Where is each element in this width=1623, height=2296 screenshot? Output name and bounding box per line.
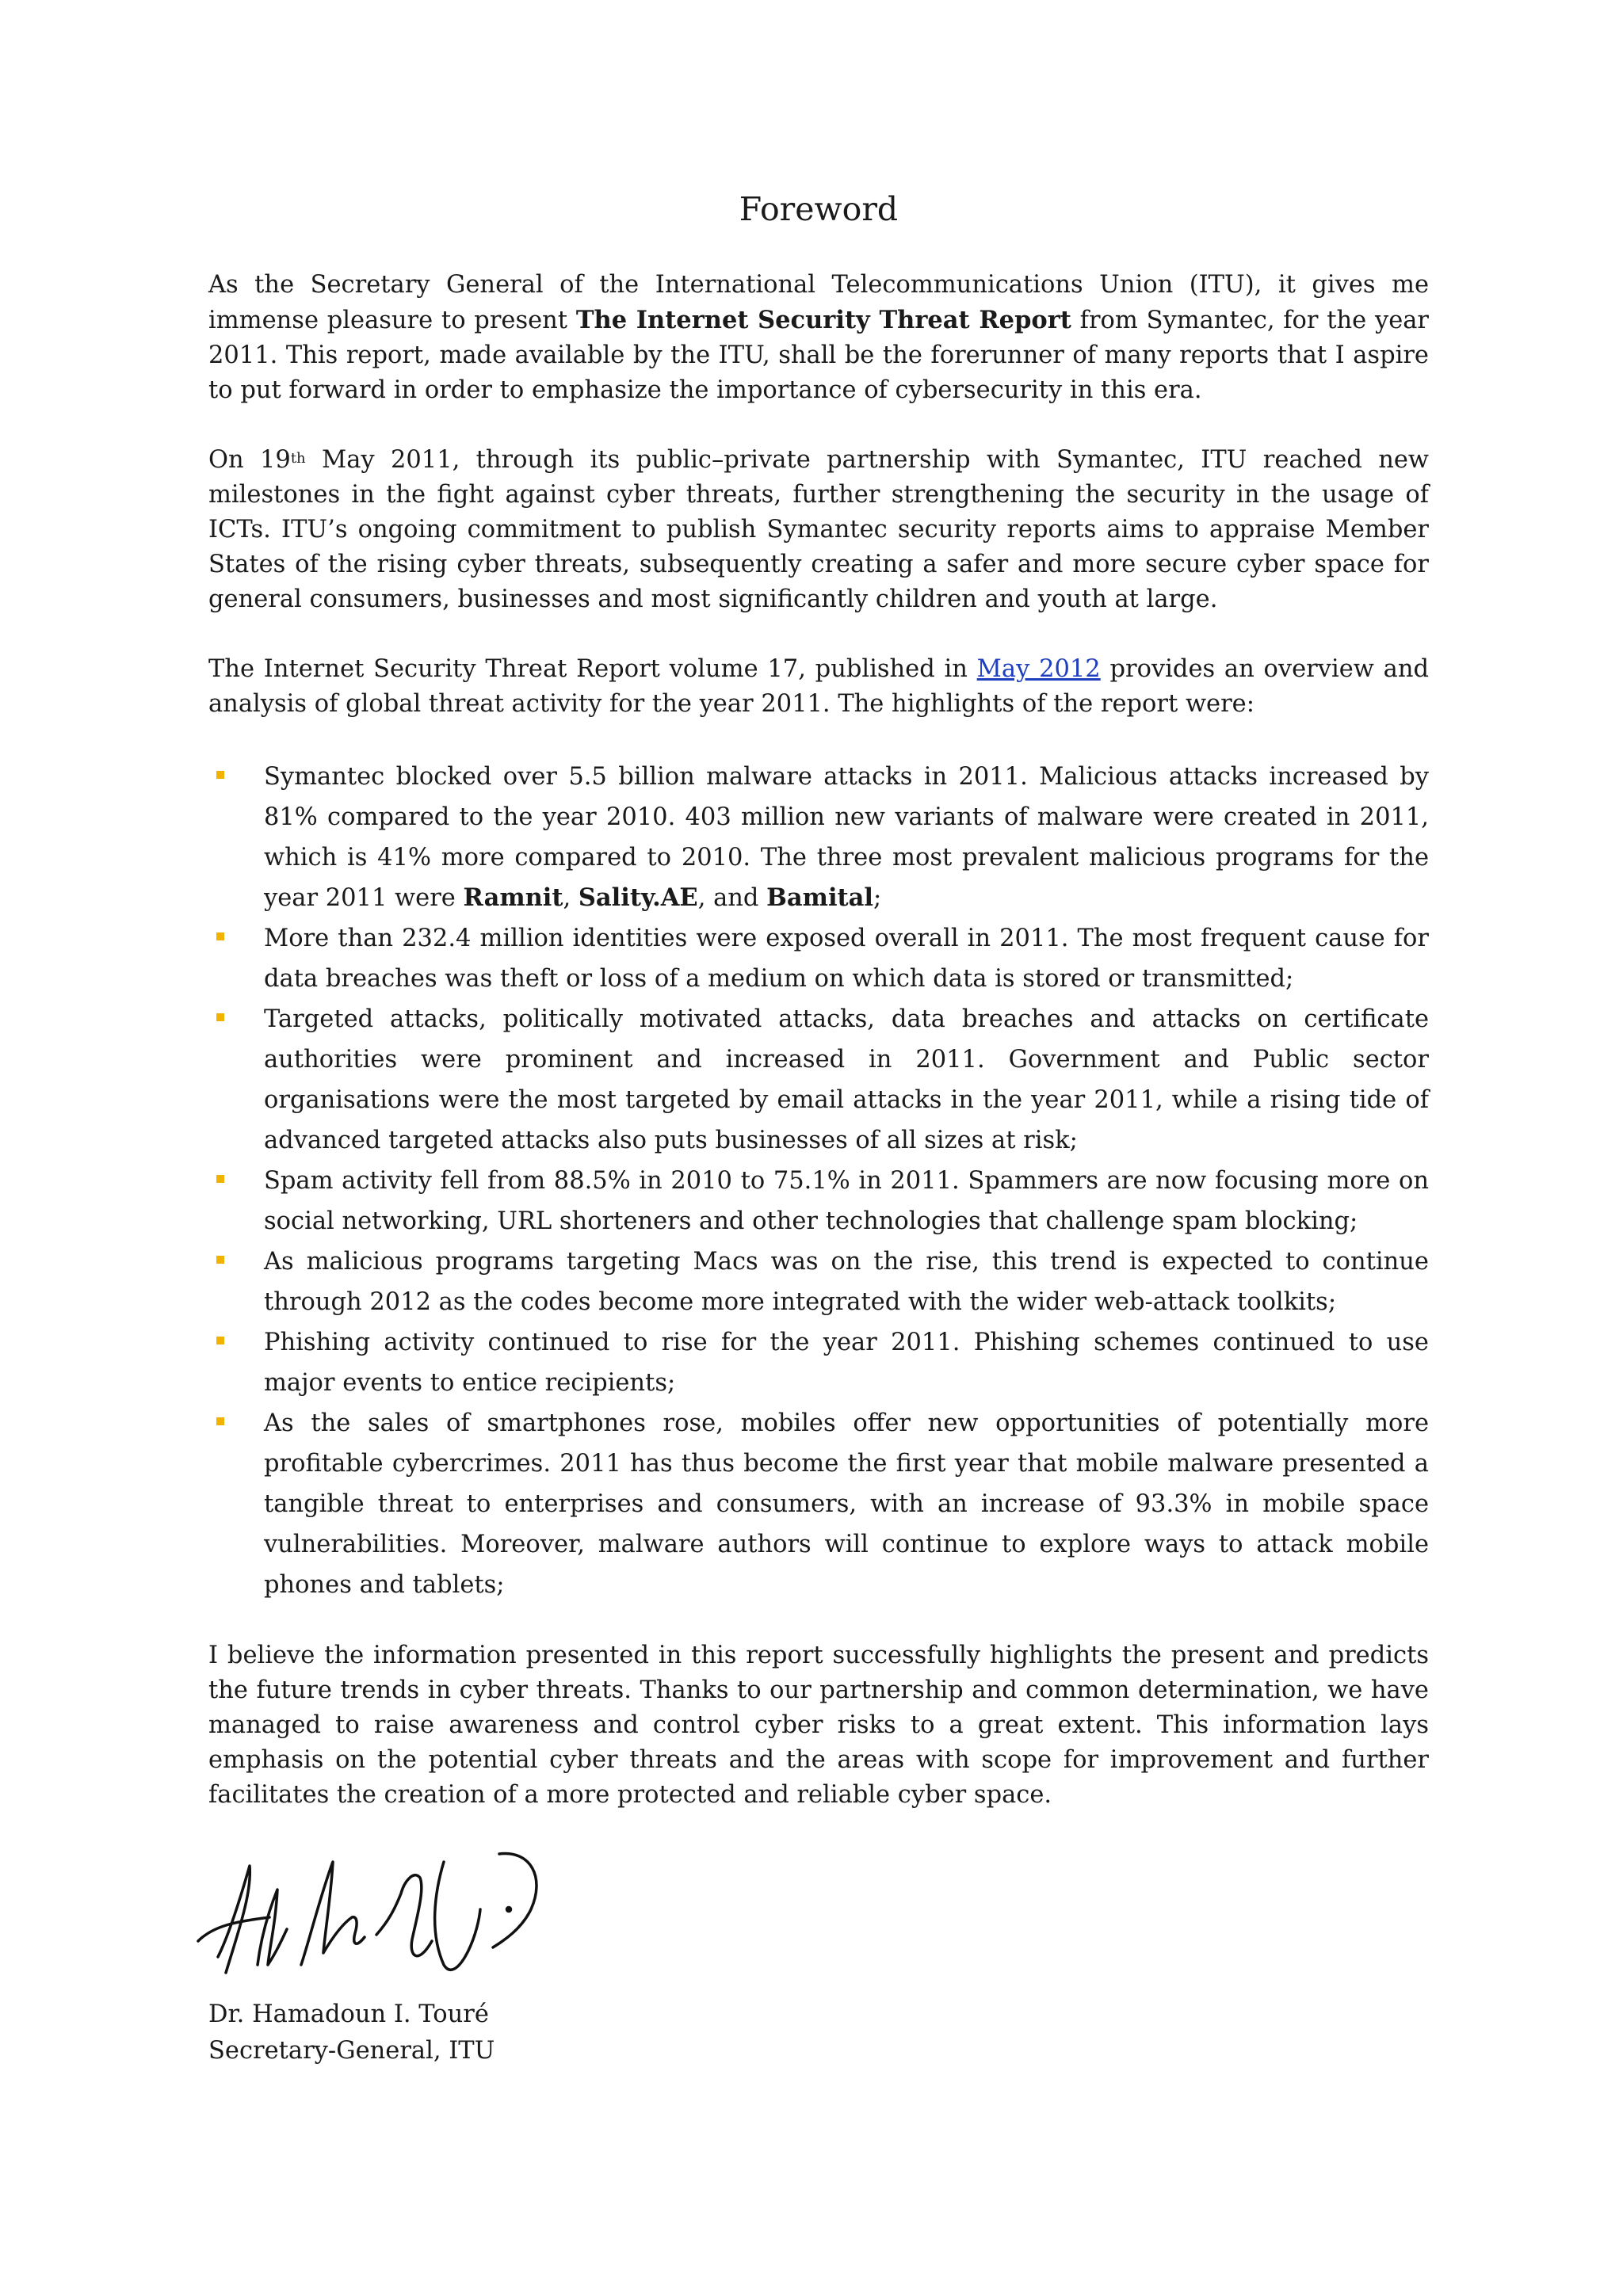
partnership-text-start: On 19 <box>208 446 291 474</box>
malware-name-sality: Sality.AE <box>578 883 698 912</box>
bullet-square-icon <box>216 1256 224 1264</box>
list-item: More than 232.4 million identities were exposed overall in 2011. The most frequent cause for data breaches was theft or loss of a medium on which data is stored or transmitted; <box>208 918 1429 999</box>
bullet-square-icon <box>216 1013 224 1021</box>
intro-text-start: As the Secretary General of the International Telecommunications Union (ITU), it gives me immense pleasure to present <box>208 271 1429 334</box>
overview-text-end: provides an overview and analysis of global threat activity for the year 2011. The highlights of the report were: <box>208 655 1429 718</box>
intro-text-end: from Symantec, for the year 2011. This report, made available by the ITU, shall be the forerunner of many reports that I aspire to put forward in order to emphasize the importance of cybersecurity in this era. <box>208 307 1430 404</box>
report-date-link[interactable]: May 2012 <box>976 655 1101 683</box>
partnership-text-end: May 2011, through its public–private partnership with Symantec, ITU reached new milestones in the fight against cyber threats, further strengthening the security in the usage of ICTs. ITU’s ongoing commitment to publish Symantec security reports aims to appraise Member States of the rising cyber threats, subsequently creating a safer and more secure cyber space for general consumers, businesses and most significantly children and youth at large. <box>208 446 1429 613</box>
overview-text-start: The Internet Security Threat Report volume 17, published in <box>208 655 977 683</box>
malware-name-bamital: Bamital <box>766 883 873 912</box>
report-overview-paragraph <box>208 652 1429 722</box>
bullet-square-icon <box>216 771 224 779</box>
bullet-square-icon <box>216 933 224 940</box>
signer-block <box>208 1997 495 2069</box>
list-item: Symantec blocked over 5.5 billion malware attacks in 2011. Malicious attacks increased by 81% compared to the year 2010. 403 million new variants of malware were created in 2011, which is 41% more compared to 2010. The three most prevalent malicious programs for the year 2011 were Ramnit, Sality.AE, and Bamital; <box>208 757 1429 918</box>
list-item: Spam activity fell from 88.5% in 2010 to 75.1% in 2011. Spammers are now focusing more on social networking, URL shorteners and other technologies that challenge spam blocking; <box>208 1161 1429 1241</box>
intro-paragraph <box>208 268 1429 408</box>
signature-image <box>182 1846 563 1989</box>
signer-role: Secretary-General, ITU <box>208 2037 495 2065</box>
malware-name-ramnit: Ramnit <box>463 883 563 912</box>
partnership-paragraph <box>208 443 1429 617</box>
handwritten-signature-icon <box>182 1846 563 1989</box>
list-item: As the sales of smartphones rose, mobiles offer new opportunities of potentially more profitable cybercrimes. 2011 has thus become the first year that mobile malware presented a tangible threat to enterprises and consumers, with an increase of 93.3% in mobile space vulnerabilities. Moreover, malware authors will continue to explore ways to attack mobile phones and tablets; <box>208 1403 1429 1605</box>
page-title: Foreword <box>739 190 899 228</box>
ordinal-suffix: th <box>290 450 306 467</box>
bullet-square-icon <box>216 1417 224 1425</box>
list-item: Targeted attacks, politically motivated attacks, data breaches and attacks on certificate authorities were prominent and increased in 2011. Government and Public sector organisations were the most targeted by email attacks in the year 2011, while a rising tide of advanced targeted attacks also puts businesses of all sizes at risk; <box>208 999 1429 1161</box>
closing-paragraph: I believe the information presented in this report successfully highlights the present and predicts the future trends in cyber threats. Thanks to our partnership and common determination, we have managed to raise awareness and control cyber risks to a great extent. This information lays emphasis on the potential cyber threats and the areas with scope for improvement and further facilitates the creation of a more protected and reliable cyber space. <box>208 1642 1429 1809</box>
list-item: As malicious programs targeting Macs was on the rise, this trend is expected to continue through 2012 as the codes become more integrated with the wider web-attack toolkits; <box>208 1241 1429 1322</box>
bullet-square-icon <box>216 1175 224 1183</box>
list-item: Phishing activity continued to rise for the year 2011. Phishing schemes continued to use major events to entice recipients; <box>208 1322 1429 1403</box>
bullet-square-icon <box>216 1337 224 1344</box>
highlights-list <box>208 757 1429 1605</box>
signer-name: Dr. Hamadoun I. Touré <box>208 2000 489 2028</box>
report-title-bold: The Internet Security Threat Report <box>575 306 1071 334</box>
foreword-page <box>208 190 1429 1813</box>
